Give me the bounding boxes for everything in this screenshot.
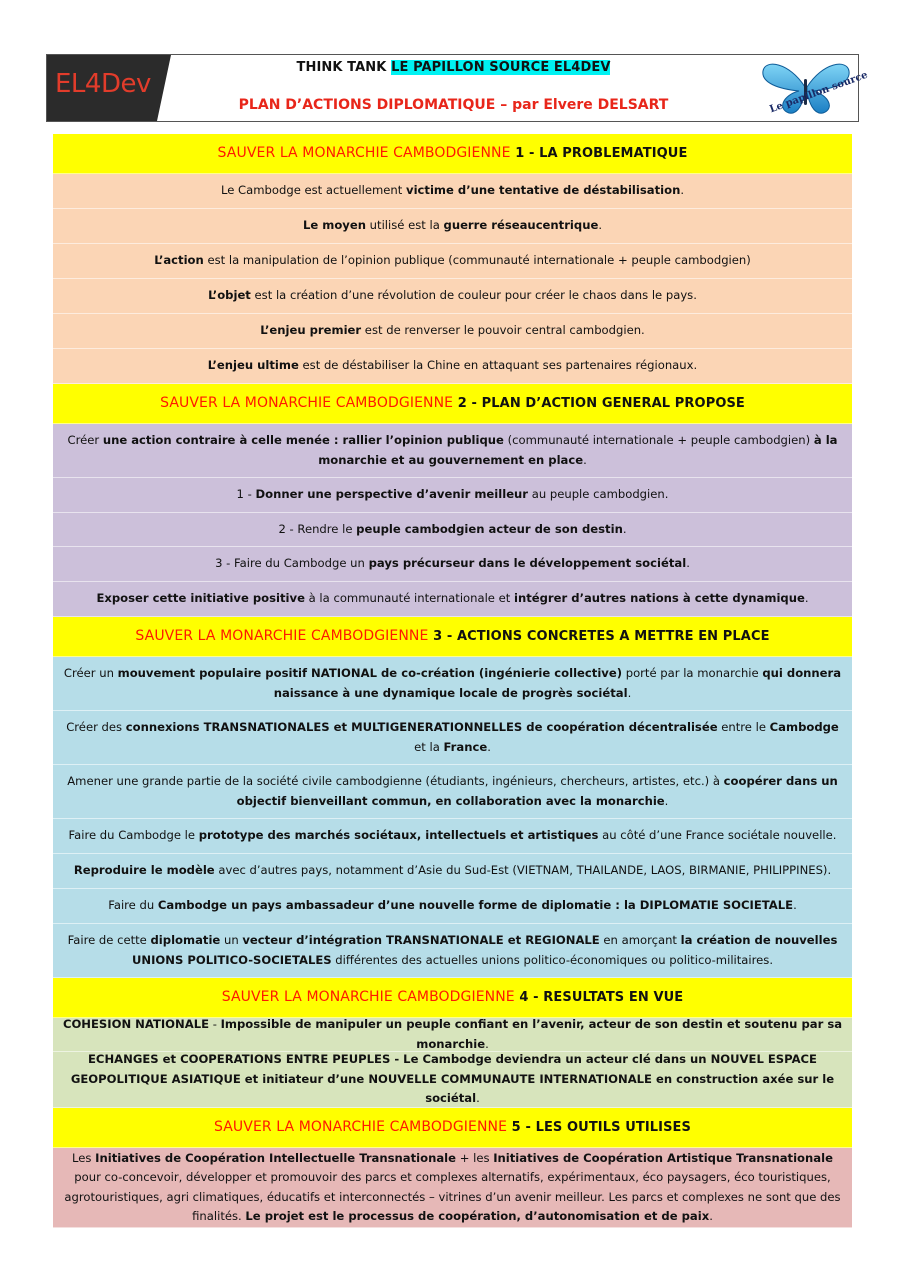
text: . <box>627 685 632 700</box>
section-title-red: SAUVER LA MONARCHIE CAMBODGIENNE <box>160 394 454 411</box>
s5-row-1 <box>53 1148 852 1228</box>
text-bold: L’objet <box>208 288 251 303</box>
text-bold: Initiatives de Coopération Artistique Transnationale <box>493 1150 833 1165</box>
logo-left-text: EL4Dev <box>55 69 151 99</box>
text: Amener une grande partie de la société civile cambodgienne (étudiants, ingénieurs, chercheurs, artistes, etc.) à <box>67 774 724 788</box>
text: . <box>680 183 685 198</box>
text: utilisé est la <box>365 218 444 233</box>
text-bold: à la monarchie et au gouvernement en place <box>318 433 838 467</box>
s3-row-1 <box>53 657 852 711</box>
text-bold: coopérer dans un objectif bienveillant commun, en collaboration avec la monarchie <box>236 774 838 808</box>
text: est de renverser le pouvoir central cambodgien. <box>361 323 645 338</box>
section-title-red: SAUVER LA MONARCHIE CAMBODGIENNE <box>217 144 511 161</box>
text-bold: Exposer cette initiative positive <box>96 591 305 606</box>
text-bold: L’enjeu premier <box>260 323 362 338</box>
action-plan-table <box>53 134 852 1228</box>
text-bold: Initiatives de Coopération Intellectuelle Transnationale <box>95 1150 457 1165</box>
text-bold: peuple cambodgien acteur de son destin <box>356 521 623 536</box>
text: porté par la monarchie <box>622 666 763 680</box>
text: . <box>622 521 627 536</box>
section-3-title <box>53 617 852 657</box>
text-bold: vecteur d’intégration TRANSNATIONALE et REGIONALE <box>242 933 600 947</box>
s2-row-5 <box>53 582 852 617</box>
text: est la création d’une révolution de couleur pour créer le chaos dans le pays. <box>250 288 697 303</box>
text: . <box>598 218 603 233</box>
text-bold: France <box>443 739 488 754</box>
document-header <box>46 54 870 122</box>
s4-row-1 <box>53 1018 852 1052</box>
text: . <box>686 556 690 571</box>
s1-row-3 <box>53 244 852 279</box>
section-2-title <box>53 384 852 424</box>
text: en amorçant <box>599 933 681 947</box>
text: à la communauté internationale et <box>304 591 514 606</box>
text-bold: mouvement populaire positif NATIONAL de co-création (ingénierie collective) <box>117 666 623 680</box>
s1-row-2 <box>53 209 852 244</box>
text-bold: COHESION NATIONALE <box>62 1017 210 1031</box>
section-title-rest: 2 - PLAN D’ACTION GENERAL PROPOSE <box>457 395 745 411</box>
s2-row-4 <box>53 547 852 582</box>
papillon-source-logo <box>759 57 870 119</box>
text-bold: la création de nouvelles UNIONS POLITICO-SOCIETALES <box>131 933 838 967</box>
text-bold: Cambodge <box>769 720 839 734</box>
text: Les <box>72 1150 96 1165</box>
text: - <box>209 1017 221 1031</box>
text: . <box>804 591 809 606</box>
text-bold: L’enjeu ultime <box>207 358 299 373</box>
section-5-title <box>53 1108 852 1148</box>
text: Créer des <box>66 720 126 734</box>
text-bold: victime d’une tentative de déstabilisation <box>406 183 681 198</box>
text: 1 - <box>236 487 256 502</box>
think-tank-label: THINK TANK <box>296 60 387 75</box>
text-bold: Le projet est le processus de coopération, d’autonomisation et de paix <box>245 1209 710 1223</box>
text-bold: Impossible de manipuler un peuple confiant en l’avenir, acteur de son destin et soutenu par sa monarchie <box>220 1017 843 1051</box>
section-1-title <box>53 134 852 174</box>
s3-row-2 <box>53 711 852 765</box>
s3-row-4 <box>53 819 852 854</box>
text: . <box>487 739 491 754</box>
s3-row-3 <box>53 765 852 819</box>
text-bold: ECHANGES et COOPERATIONS ENTRE PEUPLES - Le Cambodge deviendra un acteur clé dans un NOUVEL ESPACE GEOPOLITIQUE ASIATIQUE et initiateur d’une NOUVELLE COMMUNAUTE INTERNATIONALE en construction axée sur le sociétal <box>70 1052 835 1106</box>
section-title-red: SAUVER LA MONARCHIE CAMBODGIENNE <box>135 627 429 644</box>
text: Faire de cette <box>67 933 151 947</box>
text: Faire du Cambodge le <box>68 828 199 843</box>
text-bold: Donner une perspective d’avenir meilleur <box>255 487 529 502</box>
section-title-red: SAUVER LA MONARCHIE CAMBODGIENNE <box>221 988 515 1005</box>
s3-row-7 <box>53 924 852 978</box>
text-bold: qui donnera naissance à une dynamique locale de progrès sociétal <box>273 666 842 700</box>
text-bold: L’action <box>154 253 204 268</box>
text-bold: connexions TRANSNATIONALES et MULTIGENERATIONNELLES de coopération décentralisée <box>125 720 718 734</box>
text-bold: une action contraire à celle menée : rallier l’opinion publique <box>102 433 504 447</box>
text: . <box>583 452 587 467</box>
s2-row-2 <box>53 478 852 513</box>
s1-row-4 <box>53 279 852 314</box>
section-title-rest: 1 - LA PROBLEMATIQUE <box>515 145 688 161</box>
think-tank-name: LE PAPILLON SOURCE EL4DEV <box>391 60 611 75</box>
text: . <box>664 793 669 808</box>
section-title-rest: 3 - ACTIONS CONCRETES A METTRE EN PLACE <box>433 628 770 644</box>
header-title-line1 <box>47 60 860 75</box>
text: est la manipulation de l’opinion publique (communauté internationale + peuple cambodgien) <box>203 253 751 268</box>
s1-row-1 <box>53 174 852 209</box>
s3-row-6 <box>53 889 852 924</box>
text: . <box>793 898 797 913</box>
text: + les <box>456 1150 494 1165</box>
s2-row-1 <box>53 424 852 478</box>
section-title-rest: 4 - RESULTATS EN VUE <box>519 989 684 1005</box>
text-bold: Le moyen <box>302 218 366 233</box>
text: Le Cambodge est actuellement <box>220 183 407 198</box>
logo-right-text: Le papillon source <box>768 69 870 116</box>
text-bold: diplomatie <box>150 933 221 947</box>
text: Créer un <box>63 666 118 680</box>
s2-row-3 <box>53 513 852 547</box>
text: au peuple cambodgien. <box>528 487 669 502</box>
text: et la <box>414 739 444 754</box>
text: au côté d’une France sociétale nouvelle. <box>598 828 837 843</box>
text-bold: Reproduire le modèle <box>73 863 215 878</box>
s4-row-2 <box>53 1052 852 1108</box>
text: 3 - Faire du Cambodge un <box>215 556 369 571</box>
text: . <box>709 1209 713 1223</box>
text: pour co-concevoir, développer et promouvoir des parcs et complexes alternatifs, expérimentaux, éco paysagers, éco touristiques, agrotouristiques, agri climatiques, éducatifs et interconnectés – vitrines d’un avenir meilleur. Les parcs et complexes ne sont que des finalités. <box>64 1170 841 1223</box>
text: entre le <box>717 720 770 734</box>
s3-row-5 <box>53 854 852 889</box>
section-4-title <box>53 978 852 1018</box>
text: avec d’autres pays, notamment d’Asie du Sud-Est (VIETNAM, THAILANDE, LAOS, BIRMANIE, PHILIPPINES). <box>214 863 832 878</box>
s1-row-6 <box>53 349 852 384</box>
text: Faire du <box>108 898 158 913</box>
section-title-red: SAUVER LA MONARCHIE CAMBODGIENNE <box>214 1118 508 1135</box>
text-bold: prototype des marchés sociétaux, intellectuels et artistiques <box>198 828 599 843</box>
text: un <box>220 933 243 947</box>
text-bold: guerre réseaucentrique <box>443 218 599 233</box>
text: 2 - Rendre le <box>278 521 357 536</box>
header-title-line2: PLAN D’ACTIONS DIPLOMATIQUE – par Elvere DELSART <box>238 97 669 113</box>
text-bold: Cambodge un pays ambassadeur d’une nouvelle forme de diplomatie : la DIPLOMATIE SOCIETALE <box>157 898 794 913</box>
text: . <box>476 1091 480 1106</box>
text: est de déstabiliser la Chine en attaquant ses partenaires régionaux. <box>298 358 698 373</box>
text: Créer <box>67 433 103 447</box>
text: différentes des actuelles unions politico-économiques ou politico-militaires. <box>331 952 774 967</box>
s1-row-5 <box>53 314 852 349</box>
text: . <box>485 1036 489 1051</box>
text: (communauté internationale + peuple cambodgien) <box>503 433 814 447</box>
section-title-rest: 5 - LES OUTILS UTILISES <box>511 1119 691 1135</box>
text-bold: pays précurseur dans le développement sociétal <box>368 556 687 571</box>
text-bold: intégrer d’autres nations à cette dynamique <box>514 591 805 606</box>
